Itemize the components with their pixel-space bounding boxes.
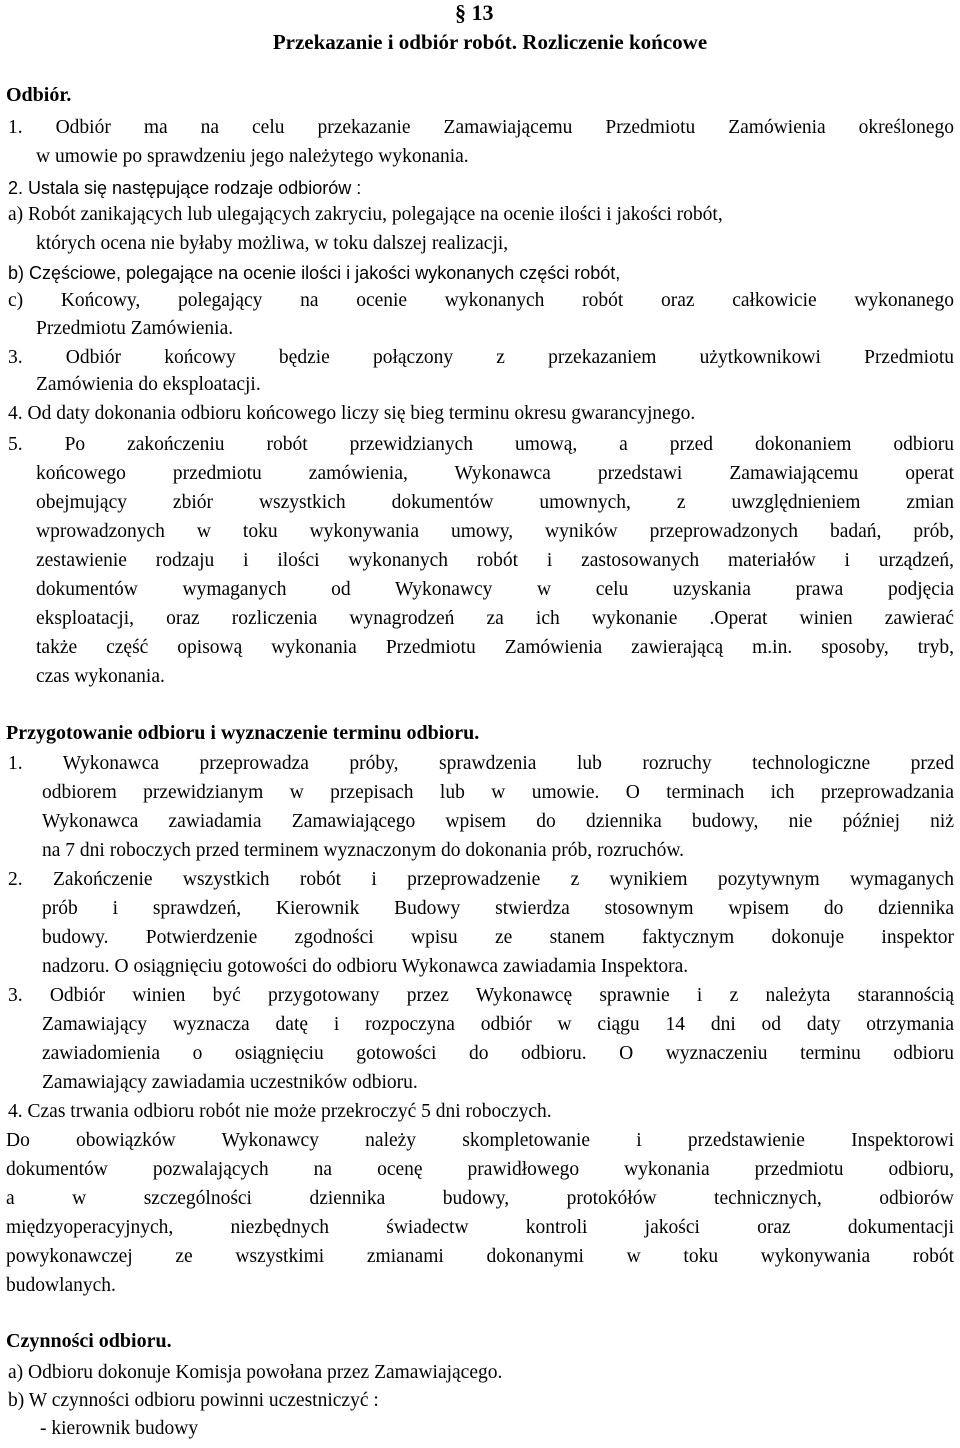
paragraph-line: 1. Wykonawca przeprowadza próby, sprawdzenia lub rozruchy technologiczne przed: [8, 753, 954, 774]
paragraph-line: międzyoperacyjnych, niezbędnych świadectw kontroli jakości oraz dokumentacji: [6, 1217, 954, 1238]
paragraph-line: c) Końcowy, polegający na ocenie wykonanych robót oraz całkowicie wykonanego: [8, 290, 954, 311]
paragraph-line: budowlanych.: [6, 1275, 116, 1296]
paragraph-line: a w szczególności dziennika budowy, protokółów technicznych, odbiorów: [6, 1188, 954, 1209]
paragraph-line: dokumentów pozwalających na ocenę prawidłowego wykonania przedmiotu odbioru,: [6, 1159, 954, 1180]
paragraph-line: 3. Odbiór końcowy będzie połączony z przekazaniem użytkownikowi Przedmiotu: [8, 347, 954, 368]
paragraph-line: 4. Od daty dokonania odbioru końcowego liczy się bieg terminu okresu gwarancyjnego.: [8, 403, 696, 424]
heading-przygotowanie: Przygotowanie odbioru i wyznaczenie terminu odbioru.: [6, 722, 480, 744]
paragraph-line: b) W czynności odbioru powinni uczestniczyć :: [8, 1390, 379, 1411]
paragraph-line: - kierownik budowy: [40, 1418, 199, 1439]
paragraph-line: 2. Zakończenie wszystkich robót i przeprowadzenie z wynikiem pozytywnym wymaganych: [8, 869, 954, 890]
paragraph-line: a) Odbioru dokonuje Komisja powołana przez Zamawiającego.: [8, 1362, 503, 1383]
paragraph-line: powykonawczej ze wszystkimi zmianami dokonanymi w toku wykonywania robót: [6, 1246, 954, 1267]
paragraph-line: Wykonawca zawiadamia Zamawiającego wpisem do dziennika budowy, nie później niż: [42, 811, 954, 832]
paragraph-line: odbiorem przewidzianym w przepisach lub w umowie. O terminach ich przeprowadzania: [42, 782, 954, 803]
paragraph-line: końcowego przedmiotu zamówienia, Wykonawca przedstawi Zamawiającemu operat: [36, 463, 954, 484]
section-number: § 13: [455, 0, 494, 25]
paragraph-line: a) Robót zanikających lub ulegających zakryciu, polegające na ocenie ilości i jakości robót,: [8, 204, 723, 225]
paragraph-line: Do obowiązków Wykonawcy należy skompletowanie i przedstawienie Inspektorowi: [6, 1130, 954, 1151]
paragraph-line: prób i sprawdzeń, Kierownik Budowy stwierdza stosownym wpisem do dziennika: [42, 898, 954, 919]
paragraph-line: wprowadzonych w toku wykonywania umowy, wyników przeprowadzonych badań, prób,: [36, 521, 954, 542]
paragraph-line: zawiadomienia o osiągnięciu gotowości do odbioru. O wyznaczeniu terminu odbioru: [42, 1043, 954, 1064]
paragraph-line: dokumentów wymaganych od Wykonawcy w celu uzyskania prawa podjęcia: [36, 579, 954, 600]
paragraph-line: w umowie po sprawdzeniu jego należytego wykonania.: [36, 146, 469, 167]
paragraph-line: 5. Po zakończeniu robót przewidzianych umową, a przed dokonaniem odbioru: [8, 434, 954, 455]
paragraph-line: Przedmiotu Zamówienia.: [36, 318, 234, 339]
paragraph-line: Zamawiający wyznacza datę i rozpoczyna odbiór w ciągu 14 dni od daty otrzymania: [42, 1014, 954, 1035]
paragraph-line: budowy. Potwierdzenie zgodności wpisu ze stanem faktycznym dokonuje inspektor: [42, 927, 954, 948]
paragraph-line: 3. Odbiór winien być przygotowany przez Wykonawcę sprawnie i z należyta starannością: [8, 985, 954, 1006]
paragraph-line: obejmujący zbiór wszystkich dokumentów umownych, z uwzględnieniem zmian: [36, 492, 954, 513]
paragraph-line: zestawienie rodzaju i ilości wykonanych robót i zastosowanych materiałów i urządzeń,: [36, 550, 954, 571]
paragraph-line: czas wykonania.: [36, 666, 165, 687]
paragraph-line: na 7 dni roboczych przed terminem wyznaczonym do dokonania prób, rozruchów.: [42, 840, 685, 861]
paragraph-line: Zamawiający zawiadamia uczestników odbioru.: [42, 1072, 418, 1093]
paragraph-line: Zamówienia do eksploatacji.: [36, 374, 261, 395]
section-title: Przekazanie i odbiór robót. Rozliczenie końcowe: [272, 30, 708, 54]
paragraph-line: eksploatacji, oraz rozliczenia wynagrodzeń za ich wykonanie .Operat winien zawierać: [36, 608, 954, 629]
paragraph-line: 4. Czas trwania odbioru robót nie może przekroczyć 5 dni roboczych.: [8, 1101, 552, 1122]
paragraph-line: także część opisową wykonania Przedmiotu Zamówienia zawierającą m.in. sposoby, tryb,: [36, 637, 954, 658]
paragraph-line: 2. Ustala się następujące rodzaje odbiorów :: [8, 178, 362, 198]
paragraph-line: 1. Odbiór ma na celu przekazanie Zamawiającemu Przedmiotu Zamówienia określonego: [8, 117, 954, 138]
paragraph-line: nadzoru. O osiągnięciu gotowości do odbioru Wykonawca zawiadamia Inspektora.: [42, 956, 689, 977]
paragraph-line: b) Częściowe, polegające na ocenie ilości i jakości wykonanych części robót,: [8, 263, 621, 283]
paragraph-line: których ocena nie byłaby możliwa, w toku dalszej realizacji,: [36, 233, 509, 254]
heading-odbior: Odbiór.: [6, 84, 72, 106]
heading-czynnosci: Czynności odbioru.: [6, 1330, 172, 1352]
